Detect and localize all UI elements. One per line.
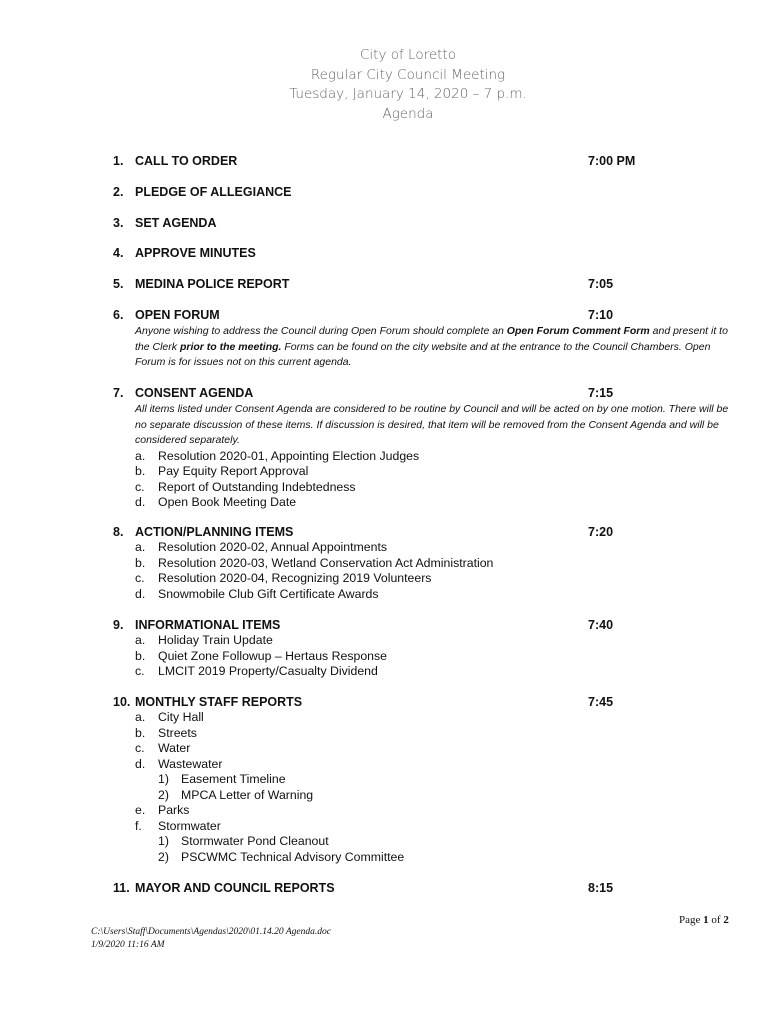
list-item: c. LMCIT 2019 Property/Casualty Dividend (135, 664, 378, 678)
item-time: 7:05 (588, 277, 614, 291)
item-number: 4. (113, 246, 124, 260)
list-item: c. Water (135, 741, 191, 755)
agenda-item-2 (113, 184, 673, 200)
document-footer (91, 926, 331, 952)
item-number: 7. (113, 386, 124, 400)
list-item: a. Holiday Train Update (135, 633, 273, 647)
meeting-name: Regular City Council Meeting (310, 66, 506, 83)
item-title: CALL TO ORDER (135, 154, 238, 168)
meeting-date: Tuesday, January 14, 2020 – 7 p.m. (289, 86, 527, 102)
item-number: 1. (113, 154, 124, 168)
item-time: 7:10 (588, 308, 614, 322)
list-item: a. Resolution 2020-01, Appointing Election Judges (135, 448, 420, 463)
item-number: 11. (113, 881, 130, 895)
list-item: d. Open Book Meeting Date (135, 495, 297, 509)
agenda-item-4 (113, 245, 673, 261)
agenda-item-10 (113, 694, 673, 865)
agenda-item-11 (113, 880, 673, 896)
item-title: MONTHLY STAFF REPORTS (135, 695, 303, 709)
item-time: 7:40 (588, 618, 614, 632)
agenda-item-5 (113, 276, 673, 292)
item-number: 6. (113, 308, 124, 322)
document-header (0, 46, 770, 124)
list-item: a. Resolution 2020-02, Annual Appointments (135, 540, 388, 554)
list-item: d. Snowmobile Club Gift Certificate Awards (135, 586, 379, 601)
list-subitem: 2) MPCA Letter of Warning (158, 787, 314, 802)
item-title: OPEN FORUM (135, 308, 220, 322)
list-item: d. Wastewater (135, 756, 223, 771)
list-subitem: 2) PSCWMC Technical Advisory Committee (158, 849, 405, 864)
list-item: b. Pay Equity Report Approval (135, 464, 309, 478)
agenda-item-8 (113, 524, 673, 602)
item-number: 9. (113, 618, 124, 632)
list-item: c. Resolution 2020-04, Recognizing 2019 Volunteers (135, 571, 432, 585)
open-forum-note: Anyone wishing to address the Council during Open Forum should complete an Open Forum Comment Form and present it to the Clerk prior to the meeting. Forms can be found on the city website and at the entrance to the Council Chambers. Open Forum is for issues not on this current agenda. (135, 325, 728, 368)
list-item: b. Resolution 2020-03, Wetland Conservation Act Administration (135, 555, 494, 570)
item-title: SET AGENDA (135, 216, 217, 230)
list-subitem: 1) Easement Timeline (158, 772, 286, 786)
page-number: Page 1 of 2 (679, 914, 729, 926)
agenda-item-6 (113, 307, 728, 371)
item-title: INFORMATIONAL ITEMS (135, 618, 281, 632)
item-title: MEDINA POLICE REPORT (135, 277, 290, 291)
list-item: c. Report of Outstanding Indebtedness (135, 479, 356, 494)
consent-agenda-note: All items listed under Consent Agenda are considered to be routine by Council and will be acted on by one motion. There will be no separate discussion of these items. If discussion is desired, that item will be removed from the Consent Agenda and will be considered separately. (135, 403, 729, 446)
item-title: APPROVE MINUTES (135, 246, 256, 260)
list-item: b. Quiet Zone Followup – Hertaus Response (135, 648, 387, 663)
item-number: 3. (113, 216, 124, 230)
file-path: C:\Users\Staff\Documents\Agendas\2020\01.14.20 Agenda.doc (91, 927, 331, 937)
item-title: PLEDGE OF ALLEGIANCE (135, 185, 292, 199)
item-number: 5. (113, 277, 124, 291)
item-number: 2. (113, 185, 124, 199)
city-name: City of Loretto (359, 47, 456, 63)
list-item: a. City Hall (135, 710, 204, 724)
list-item: e. Parks (135, 803, 190, 817)
item-title: MAYOR AND COUNCIL REPORTS (135, 881, 335, 895)
agenda-item-1 (113, 153, 673, 169)
item-time: 7:15 (588, 386, 614, 400)
list-subitem: 1) Stormwater Pond Cleanout (158, 834, 329, 848)
item-title: ACTION/PLANNING ITEMS (135, 525, 294, 539)
agenda-item-9 (113, 617, 673, 680)
print-date: 1/9/2020 11:16 AM (91, 940, 165, 950)
agenda-item-7 (113, 385, 729, 511)
item-number: 8. (113, 525, 124, 539)
item-time: 8:15 (588, 881, 614, 895)
item-time: 7:20 (588, 525, 614, 539)
list-item: f. Stormwater (135, 818, 221, 833)
agenda-item-3 (113, 215, 673, 231)
item-time: 7:45 (588, 695, 614, 709)
item-time: 7:00 PM (588, 154, 636, 168)
item-number: 10. (113, 695, 131, 709)
item-title: CONSENT AGENDA (135, 386, 254, 400)
list-item: b. Streets (135, 725, 197, 740)
document-title: Agenda (382, 105, 434, 122)
